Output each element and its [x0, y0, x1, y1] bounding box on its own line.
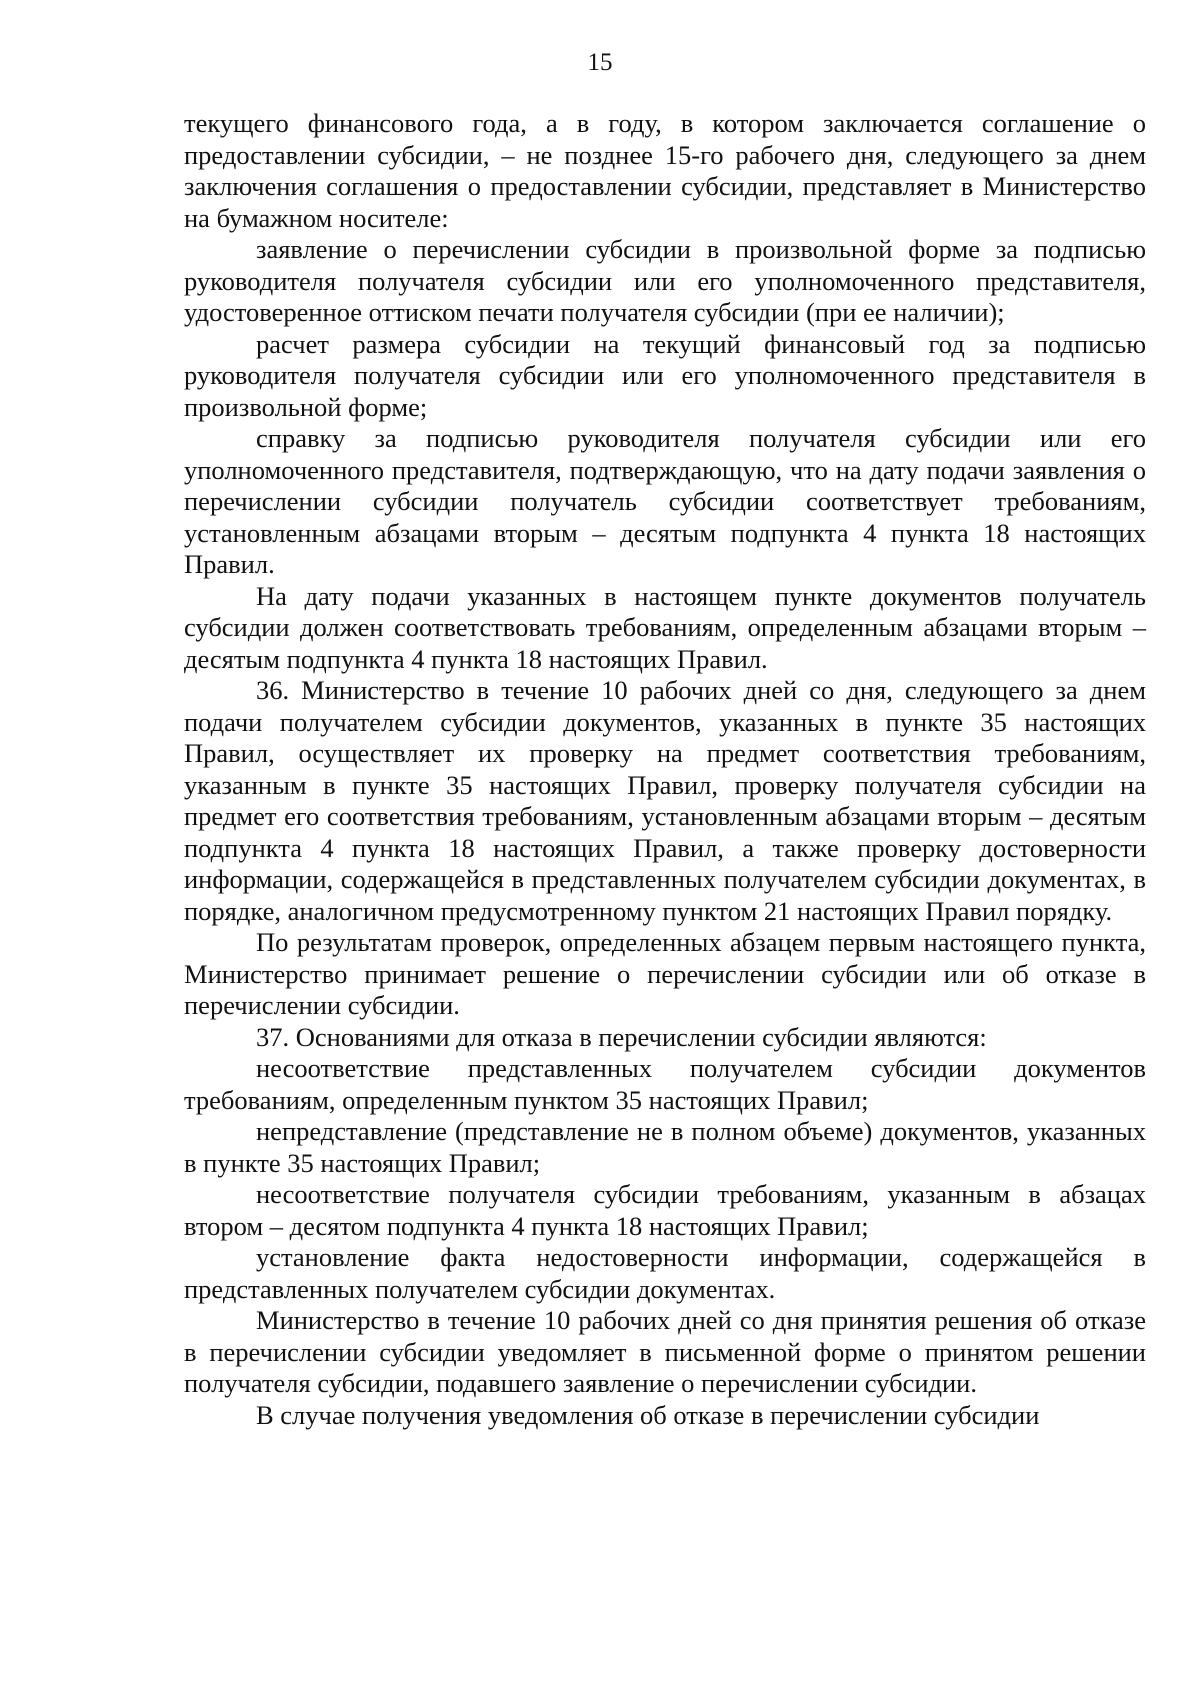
paragraph: несоответствие представленных получателем субсидии документов требованиям, определенным пунктом 35 настоящих Правил;: [184, 1053, 1146, 1115]
paragraph: заявление о перечислении субсидии в произвольной форме за подписью руководителя получателя субсидии или его уполномоченного представителя, удостоверенное оттиском печати получателя субсидии (при ее наличии);: [184, 234, 1146, 327]
paragraph: В случае получения уведомления об отказе в перечислении субсидии: [256, 1399, 1040, 1430]
paragraph: непредставление (представление не в полном объеме) документов, указанных в пункте 35 настоящих Правил;: [184, 1116, 1146, 1178]
paragraph: несоответствие получателя субсидии требованиям, указанным в абзацах втором – десятом подпункта 4 пункта 18 настоящих Правил;: [184, 1179, 1146, 1241]
page-number: 15: [587, 49, 613, 76]
document-body: [184, 108, 1146, 1431]
paragraph: Министерство в течение 10 рабочих дней со дня принятия решения об отказе в перечислении субсидии уведомляет в письменной форме о принятом решении получателя субсидии, подавшего заявление о перечислении субсидии.: [184, 1305, 1146, 1398]
paragraph: На дату подачи указанных в настоящем пункте документов получатель субсидии должен соответствовать требованиям, определенным абзацами вторым – десятым подпункта 4 пункта 18 настоящих Правил.: [184, 580, 1146, 674]
paragraph: 36. Министерство в течение 10 рабочих дней со дня, следующего за днем подачи получателем субсидии документов, указанных в пункте 35 настоящих Правил, осуществляет их проверку на предмет соответствия требованиям, указанным в пункте 35 настоящих Правил, проверку получателя субсидии на предмет его соответствия требованиям, установленным абзацами вторым – десятым подпункта 4 пункта 18 настоящих Правил, а также проверку достоверности информации, содержащейся в представленных получателем субсидии документах, в порядке, аналогичном предусмотренному пунктом 21 настоящих Правил порядку.: [184, 675, 1146, 926]
paragraph: расчет размера субсидии на текущий финансовый год за подписью руководителя получателя субсидии или его уполномоченного представителя в произвольной форме;: [184, 328, 1146, 422]
paragraph: установление факта недостоверности информации, содержащейся в представленных получателем субсидии документах.: [184, 1242, 1146, 1304]
paragraph: По результатам проверок, определенных абзацем первым настоящего пункта, Министерство принимает решение о перечислении субсидии или об отказе в перечислении субсидии.: [184, 927, 1146, 1020]
paragraph: текущего финансового года, а в году, в котором заключается соглашение о предоставлении субсидии, – не позднее 15-го рабочего дня, следующего за днем заключения соглашения о предоставлении субсидии, представляет в Министерство на бумажном носителе:: [184, 108, 1146, 233]
paragraph: справку за подписью руководителя получателя субсидии или его уполномоченного представителя, подтверждающую, что на дату подачи заявления о перечислении субсидии получатель субсидии соответствует требованиям, установленным абзацами вторым – десятым подпункта 4 пункта 18 настоящих Правил.: [184, 423, 1146, 579]
paragraph: 37. Основаниями для отказа в перечислении субсидии являются:: [256, 1021, 987, 1052]
